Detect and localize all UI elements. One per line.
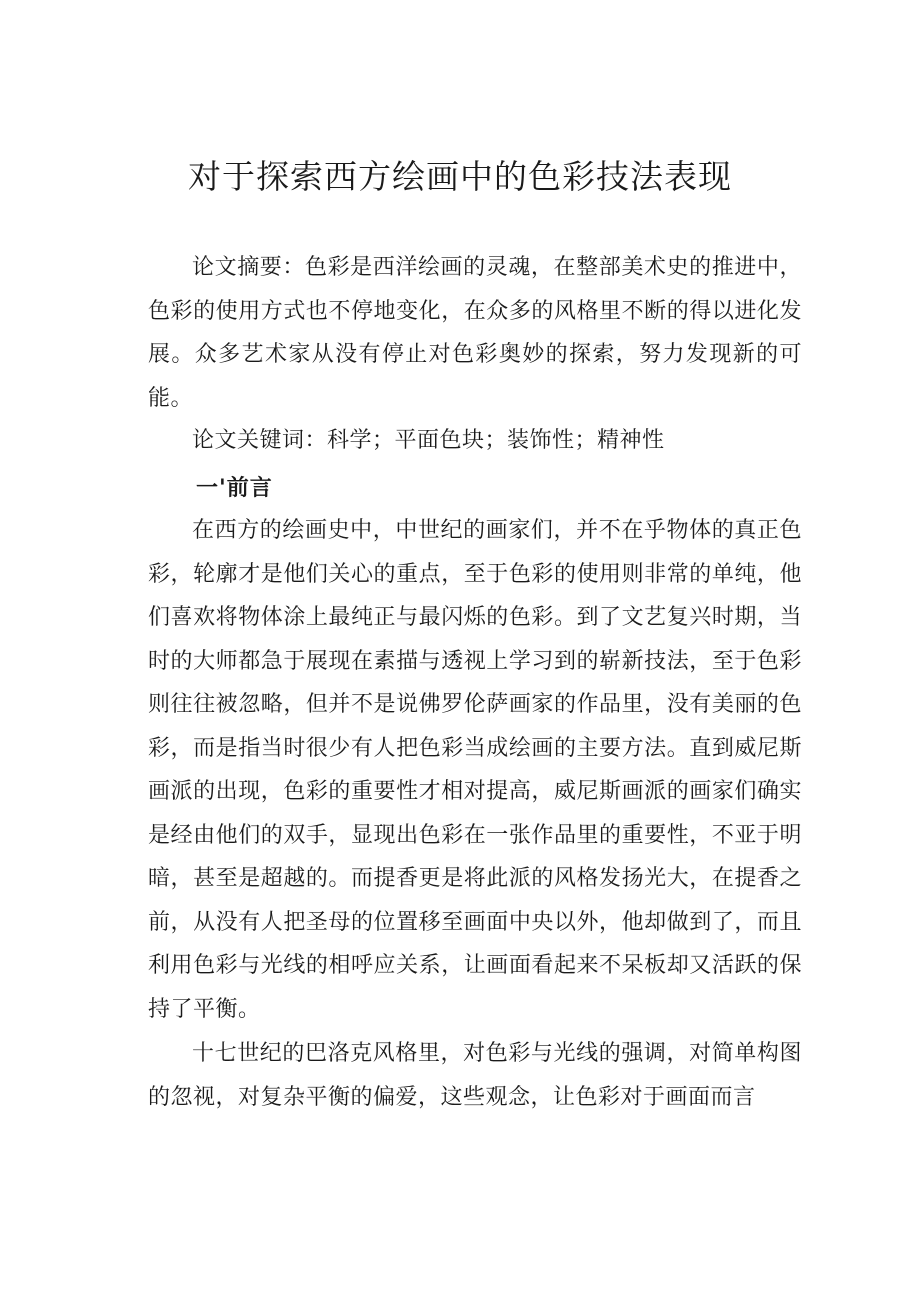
document-title: 对于探索西方绘画中的色彩技法表现 [188, 157, 732, 196]
body-paragraph-1: 在西方的绘画史中，中世纪的画家们，并不在乎物体的真正色彩，轮廓才是他们关心的重点，至于色彩的使用则非常的单纯，他们喜欢将物体涂上最纯正与最闪烁的色彩。到了文艺复兴时期，当时的大师都急于展现在素描与透视上学习到的崭新技法，至于色彩则往往被忽略，但并不是说佛罗伦萨画家的作品里，没有美丽的色彩，而是指当时很少有人把色彩当成绘画的主要方法。直到威尼斯画派的出现，色彩的重要性才相对提高，威尼斯画派的画家们确实是经由他们的双手，显现出色彩在一张作品里的重要性，不亚于明暗，甚至是超越的。而提香更是将此派的风格发扬光大，在提香之前，从没有人把圣母的位置移至画面中央以外，他却做到了，而且利用色彩与光线的相呼应关系，让画面看起来不呆板却又活跃的保持了平衡。 [148, 518, 802, 1022]
body-paragraph-2: 十七世纪的巴洛克风格里，对色彩与光线的强调，对简单构图的忽视，对复杂平衡的偏爱，这些观念，让色彩对于画面而言 [148, 1041, 802, 1110]
abstract-paragraph: 论文摘要：色彩是西洋绘画的灵魂，在整部美术史的推进中，色彩的使用方式也不停地变化，在众多的风格里不断的得以进化发展。众多艺术家从没有停止对色彩奥妙的探索，努力发现新的可能。 [148, 255, 802, 411]
keywords-line: 论文关键词：科学；平面色块；装饰性；精神性 [192, 428, 665, 453]
section-heading: 一'前言 [196, 476, 273, 501]
